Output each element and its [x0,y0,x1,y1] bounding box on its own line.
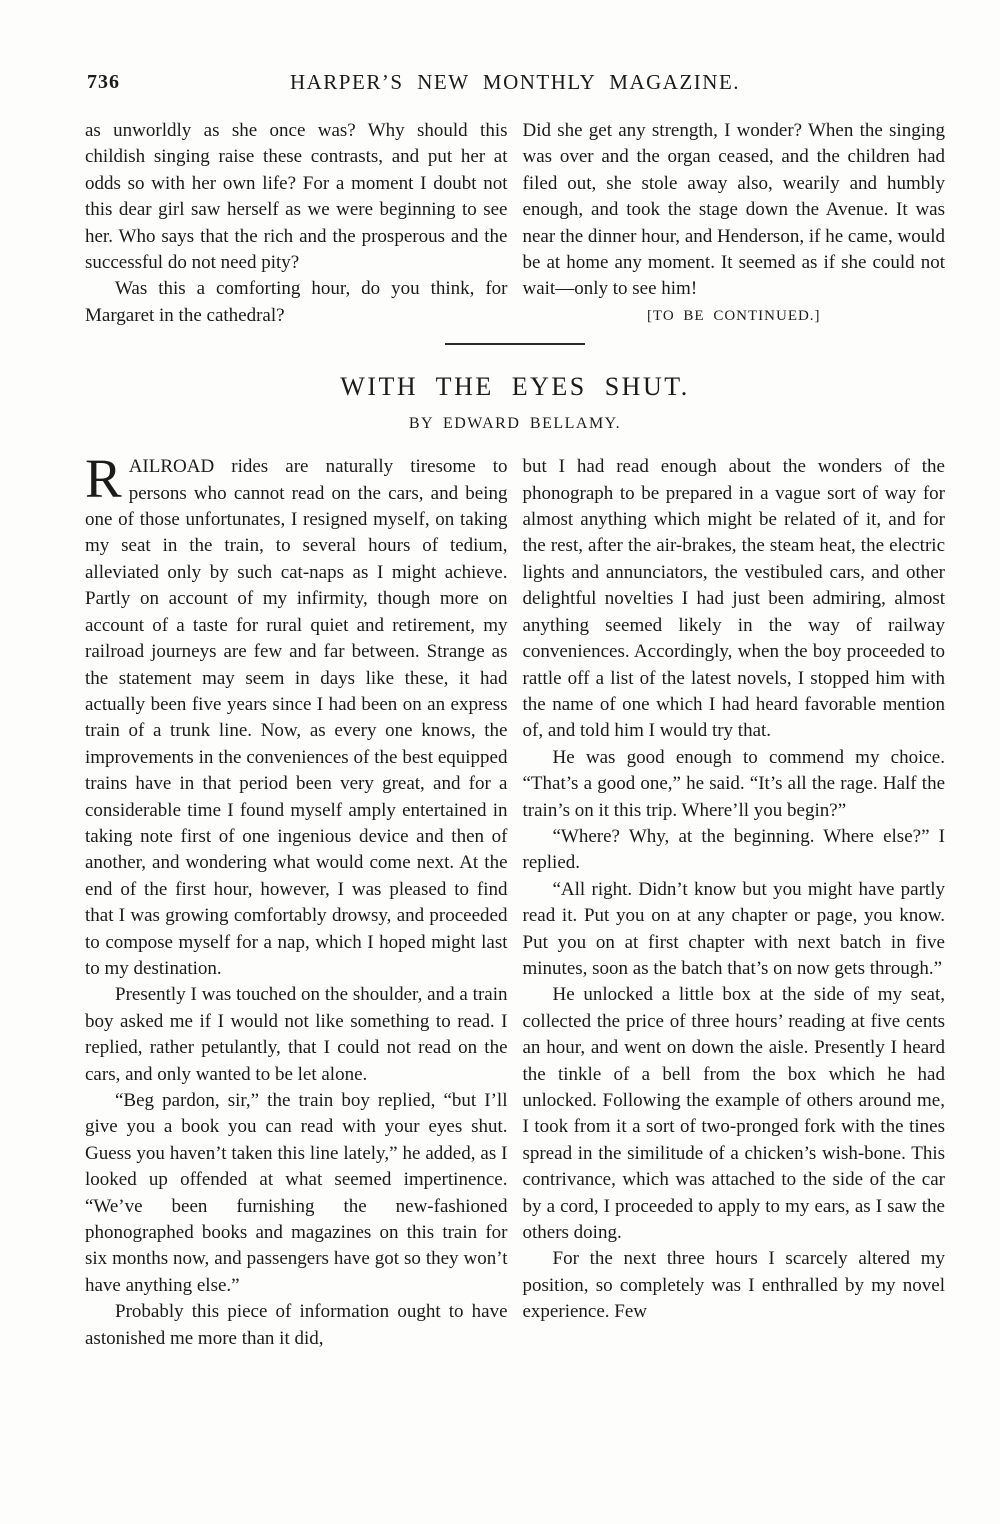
story-body-section [85,448,945,1352]
section-divider-rule [445,343,585,345]
running-title: HARPER’S NEW MONTHLY MAGAZINE. [289,70,741,94]
story-right-column [523,454,946,1352]
serial-left-column [85,118,508,329]
story-paragraph: “Beg pardon, sir,” the train boy replied, “but I’ll give you a book you can read with your eyes shut. Guess you haven’t taken this line lately,” he added, as I looked up offended at what seemed impertinence. “We’ve been furnishing the new-fashioned phonographed books and magazines on this train for six months now, and passengers have got so they won’t have anything else.” [85,1090,508,1296]
story-opening-paragraph [85,448,508,982]
story-paragraph: “Where? Why, at the beginning. Where else?” I replied. [522,825,945,874]
story-title: WITH THE EYES SHUT. [340,372,690,402]
serial-paragraph: Was this a comforting hour, do you think, for Margaret in the cathedral? [85,278,508,326]
story-left-column [85,448,508,1352]
running-head [85,70,945,98]
serial-paragraph: as unworldly as she once was? Why should this childish singing raise these contrasts, and put her at odds so with her own life? For a moment I doubt not this dear girl saw herself as we were beginning to see her. Who says that the rich and the prosperous and the successful do not need pity? [85,120,508,274]
story-paragraph: He unlocked a little box at the side of my seat, collected the price of three hours’ reading at five cents an hour, and went on down the aisle. Presently I heard the tinkle of a bell from the box which he had unlocked. Following the example of others around me, I took from it a sort of two-pronged fork with the tines spread in the similitude of a chicken’s wish-bone. This contrivance, which was attached to the side of the car by a cord, I proceeded to apply to my ears, as I saw the others doing. [522,984,945,1244]
story-paragraph: “All right. Didn’t know but you might have partly read it. Put you on at any chapter or page, you know. Put you on at first chapter with next batch in five minutes, soon as the batch that’s on now gets through.” [522,878,945,979]
serial-ending-section [85,118,945,329]
story-byline: BY EDWARD BELLAMY. [408,415,622,433]
story-paragraph: but I had read enough about the wonders of the phonograph to be prepared in a vague sort of way for almost anything which might be related of it, and for the rest, after the air-brakes, the steam heat, the electric lights and annunciators, the vestibuled cars, and other delightful novelties I had just been admiring, almost anything seemed likely in the way of railway conveniences. Accordingly, when the boy proceeded to rattle off a list of the latest novels, I stopped him with the name of one which I had heard favorable mention of, and told him I would try that. [522,456,945,742]
serial-right-column [523,118,946,329]
story-paragraph: Probably this piece of information ought to have astonished me more than it did, [85,1301,508,1349]
page-number: 736 [87,71,120,93]
story-paragraph-text: AILROAD rides are naturally tiresome to persons who cannot read on the cars, and being one of those unfortunates, I resigned myself, on taking my seat in the train, to several hours of tedium, alleviated only by such cat-naps as I might achieve. Partly on account of my infirmity, though more on account of a taste for rural quiet and retirement, my railroad journeys are few and far between. Strange as the statement may seem in days like these, it had actually been five years since I had been on an express train of a trunk line. Now, as every one knows, the improvements in the conveniences of the best equipped trains have in that period been very great, and for a considerable time I found myself amply entertained in taking note first of one ingenious device and then of another, and wondering what would come next. At the end of the first hour, however, I was pleased to find that I was growing comfortably drowsy, and proceeded to compose myself for a nap, which I hoped might last to my destination. [85,456,508,979]
story-paragraph: For the next three hours I scarcely altered my position, so completely was I enthralled by my novel experience. Few [522,1248,945,1323]
to-be-continued-notice: [TO BE CONTINUED.] [646,307,821,324]
serial-paragraph: Did she get any strength, I wonder? When the singing was over and the organ ceased, and the children had filed out, she stole away also, wearily and humbly enough, and took the stage down the Avenue. It was near the dinner hour, and Henderson, if he came, would be at home any moment. It seemed as if she could not wait—only to see him! [522,120,945,300]
story-paragraph: Presently I was touched on the shoulder, and a train boy asked me if I would not like something to read. I replied, rather petulantly, that I could not read on the cars, and only wanted to be let alone. [85,984,508,1085]
drop-cap: R [85,448,122,510]
story-paragraph: He was good enough to commend my choice. “That’s a good one,” he said. “It’s all the rage. Half the train’s on it this trip. Where’ll you begin?” [522,746,945,821]
